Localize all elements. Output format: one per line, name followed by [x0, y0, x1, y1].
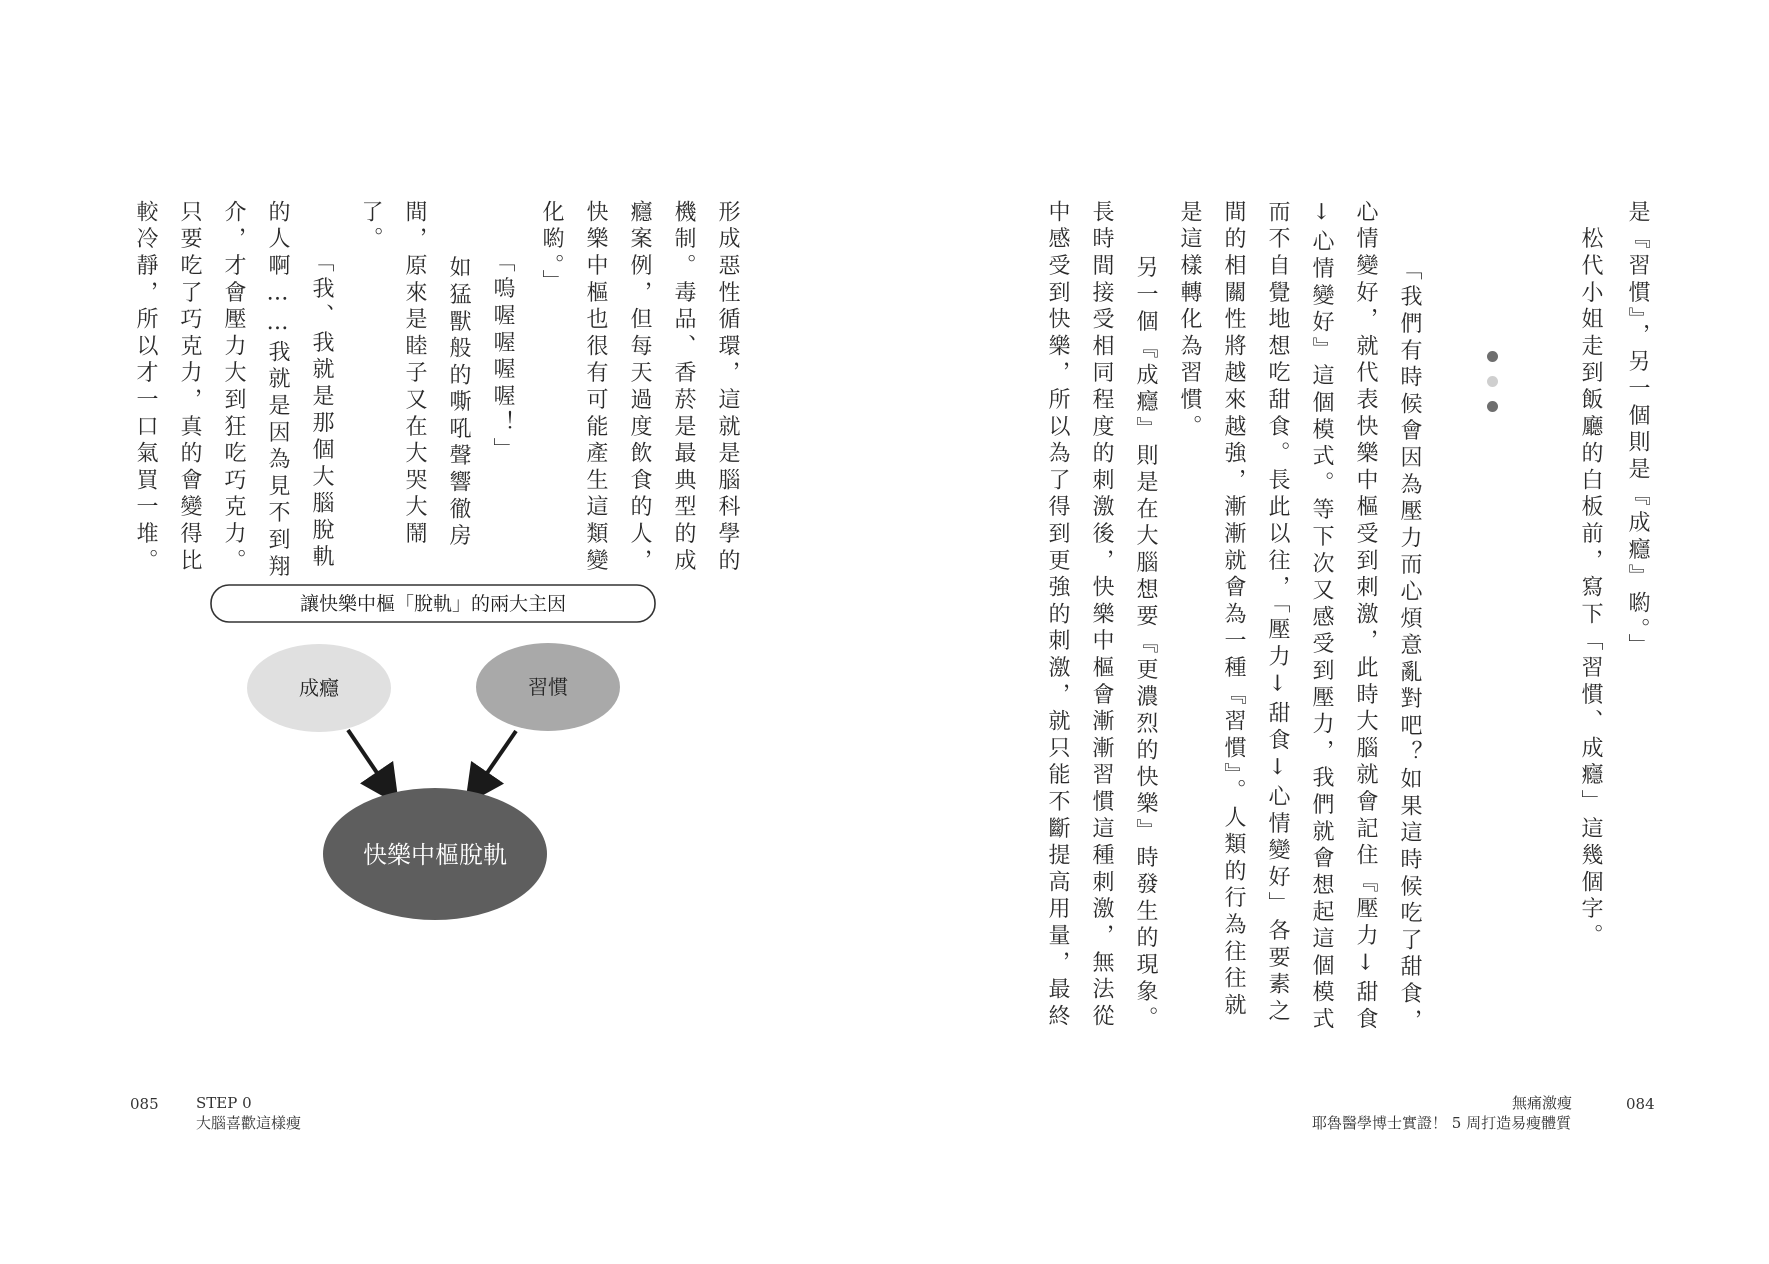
left-col-3: 癮案例，但每天過度飲食的人，	[627, 200, 652, 576]
left-col-5: 化喲。」	[539, 200, 564, 297]
running-head-subtitle: 耶魯醫學博士實證！ 5 周打造易瘦體質	[1312, 1114, 1572, 1132]
right-col-1: 是『習慣』，另一個則是『成癮』喲。」	[1625, 200, 1650, 661]
left-col-11: 的人啊……我就是因為見不到翔	[265, 200, 290, 582]
left-col-13: 只要吃了巧克力，真的會變得比	[177, 200, 202, 576]
section-dot-3	[1487, 401, 1498, 412]
page-number-left: 085	[130, 1095, 159, 1113]
left-col-12: 介，才會壓力大到狂吃巧克力。	[221, 200, 246, 576]
arrow-habit-to-result	[474, 731, 516, 792]
left-col-9: 了。	[358, 200, 383, 254]
right-col-5: ↓心情變好』這個模式。等下次又感受到壓力，我們就會想起這個模式	[1309, 200, 1334, 1034]
step-title: 大腦喜歡這樣瘦	[196, 1114, 302, 1132]
arrow-addiction-to-result	[348, 730, 390, 792]
left-col-6: 「嗚喔喔喔喔！」	[490, 250, 515, 465]
page-number-right: 084	[1626, 1095, 1655, 1113]
left-col-10: 「我、我就是那個大腦脫軌	[309, 250, 334, 572]
section-dot-2	[1487, 376, 1498, 387]
right-col-10: 長時間接受相同程度的刺激後，快樂中樞會漸漸習慣這種刺激，無法從	[1089, 200, 1114, 1031]
right-col-4: 心情變好，就代表快樂中樞受到刺激，此時大腦就會記住『壓力↓甜食	[1353, 200, 1378, 1034]
right-col-9: 另一個『成癮』則是在大腦想要『更濃烈的快樂』時發生的現象。	[1133, 229, 1158, 1033]
left-col-4: 快樂中樞也很有可能產生這類變	[583, 200, 608, 576]
right-col-8: 是這樣轉化為習慣。	[1177, 200, 1202, 442]
right-col-3: 「我們有時候會因為壓力而心煩意亂對吧？如果這時候吃了甜食，	[1397, 258, 1422, 1036]
right-col-11: 中感受到快樂，所以為了得到更強的刺激，就只能不斷提高用量，最終	[1045, 200, 1070, 1031]
right-col-2: 松代小姐走到飯廳的白板前，寫下「習慣、成癮」這幾個字。	[1578, 200, 1603, 951]
node-addiction-label: 成癮	[299, 676, 339, 700]
node-result-label: 快樂中樞脫軌	[363, 841, 507, 869]
node-habit-label: 習慣	[528, 675, 568, 699]
left-col-8: 間，原來是睦子又在大哭大鬧	[402, 200, 427, 549]
running-head-title: 無痛激瘦	[1512, 1094, 1573, 1112]
step-label: STEP 0	[196, 1094, 252, 1112]
right-col-7: 間的相關性將越來越強，漸漸就會為一種『習慣』。人類的行為往往就	[1221, 200, 1246, 1020]
left-col-14: 較冷靜，所以才一口氣買一堆。	[133, 200, 158, 576]
left-col-7: 如猛獸般的嘶吼聲響徹房	[446, 229, 471, 551]
diagram-title: 讓快樂中樞「脫軌」的兩大主因	[299, 593, 567, 615]
left-col-2: 機制。毒品、香菸是最典型的成	[671, 200, 696, 576]
cause-diagram	[200, 582, 660, 922]
left-col-1: 形成惡性循環，這就是腦科學的	[715, 200, 740, 576]
right-col-6: 而不自覺地想吃甜食。長此以往，「壓力↓甜食↓心情變好」各要素之	[1265, 200, 1290, 1026]
section-dot-1	[1487, 351, 1498, 362]
